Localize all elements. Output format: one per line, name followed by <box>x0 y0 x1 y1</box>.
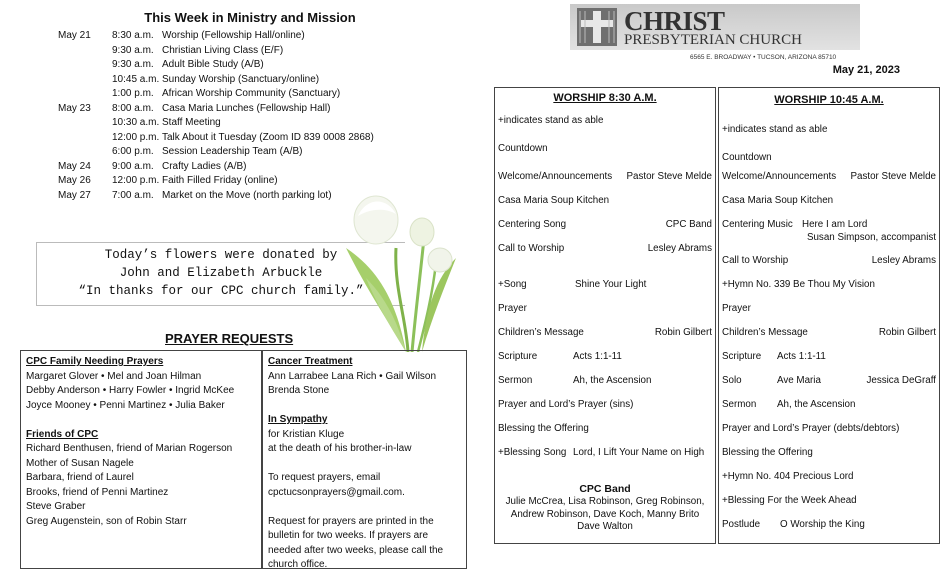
prayer-line: for Kristian Kluge <box>268 428 345 440</box>
prayer-right-box <box>262 350 467 569</box>
schedule-row <box>58 160 488 175</box>
item-leader: Pastor Steve Melde <box>626 171 712 182</box>
band-members: Julie McCrea, Lisa Robinson, Greg Robinson, Andrew Robinson, Dave Koch, Manny Brito Dave Walton <box>505 496 705 532</box>
item-label: Scripture <box>722 351 762 362</box>
item-label: Children’s Message <box>722 327 808 338</box>
accompanist: Susan Simpson, accompanist <box>806 232 936 243</box>
item-detail: Lord, I Lift Your Name on High <box>573 447 705 458</box>
item-label: Prayer and Lord’s Prayer (debts/debtors) <box>722 423 900 434</box>
item-label: Countdown <box>722 152 772 163</box>
worship-830-item <box>498 195 712 206</box>
schedule-time: 7:00 a.m. <box>112 189 154 201</box>
schedule-event: Faith Filled Friday (online) <box>162 175 278 186</box>
prayer-line: Ann Larrabee Lana Rich • Gail Wilson <box>268 370 437 382</box>
worship-830-item <box>498 143 712 154</box>
item-label: Postlude <box>722 519 761 530</box>
worship-830-item <box>498 171 712 182</box>
worship-1045-item <box>722 423 936 434</box>
worship-830-box <box>494 87 716 544</box>
item-label: Prayer and Lord’s Prayer (sins) <box>498 399 634 410</box>
prayer-line: Richard Benthusen, friend of Marian Rogerson <box>26 443 233 454</box>
prayer-line: at the death of his brother-in-law <box>268 443 412 454</box>
worship-1045-item <box>722 152 936 163</box>
prayer-line: Steve Graber <box>26 501 86 512</box>
worship-1045-item <box>722 171 936 182</box>
item-label: Centering Music <box>722 219 793 230</box>
prayer-line: Greg Augenstein, son of Robin Starr <box>26 515 187 527</box>
worship-830-title: WORSHIP 8:30 A.M. <box>553 92 657 104</box>
item-label: +indicates stand as able <box>722 124 828 135</box>
tulip-image <box>336 188 466 352</box>
worship-830-item <box>498 115 712 126</box>
schedule-date: May 27 <box>58 189 91 201</box>
item-label: Prayer <box>498 303 527 314</box>
schedule-time: 6:00 p.m. <box>112 146 154 157</box>
schedule-event: Session Leadership Team (A/B) <box>162 146 303 157</box>
worship-830-item <box>498 243 712 254</box>
schedule-time: 9:30 a.m. <box>112 59 154 70</box>
worship-1045-box <box>718 87 940 544</box>
item-label: Solo <box>722 375 742 386</box>
schedule-row <box>58 116 488 131</box>
item-leader: Pastor Steve Melde <box>850 171 936 182</box>
item-label: Welcome/Announcements <box>722 171 837 182</box>
schedule-time: 8:00 a.m. <box>112 102 154 114</box>
worship-1045-item <box>722 447 936 458</box>
schedule-time: 9:30 a.m. <box>112 44 154 56</box>
worship-830-item <box>498 279 712 290</box>
prayer-email[interactable]: cpctucsonprayers@gmail.com. <box>268 486 405 498</box>
flowers-line: John and Elizabeth Arbuckle <box>119 266 323 280</box>
schedule-time: 12:00 p.m. <box>112 131 160 143</box>
schedule-row <box>58 73 488 88</box>
item-leader: Robin Gilbert <box>654 327 712 338</box>
schedule-time: 10:30 a.m. <box>112 117 160 128</box>
worship-1045-item <box>722 195 936 206</box>
item-label: +Blessing Song <box>498 447 567 458</box>
worship-830-item <box>498 327 712 338</box>
prayer-left-box <box>20 350 262 569</box>
worship-830-item <box>498 303 712 314</box>
worship-1045-item <box>722 303 936 314</box>
item-label: Call to Worship <box>498 243 565 254</box>
schedule-event: Staff Meeting <box>162 117 221 128</box>
schedule-event: Sunday Worship (Sanctuary/online) <box>162 73 320 85</box>
item-detail: Acts 1:1-11 <box>573 351 622 362</box>
cross-icon <box>577 8 617 46</box>
item-label: Prayer <box>722 303 751 314</box>
prayer-line: Debby Anderson • Harry Fowler • Ingrid McKee <box>26 385 235 396</box>
schedule-time: 9:00 a.m. <box>112 160 154 172</box>
item-leader: Robin Gilbert <box>878 327 936 338</box>
schedule-event: Crafty Ladies (A/B) <box>162 160 247 172</box>
schedule-row <box>58 131 488 146</box>
prayer-line: Mother of Susan Nagele <box>26 457 134 469</box>
friends-heading: Friends of CPC <box>26 428 99 440</box>
item-label: Countdown <box>498 143 548 154</box>
item-leader: Jessica DeGraff <box>866 375 936 386</box>
prayer-line: Barbara, friend of Laurel <box>26 472 134 483</box>
flowers-line: Today’s flowers were donated by <box>104 248 338 262</box>
band-title: CPC Band <box>579 483 631 495</box>
worship-830-item <box>498 423 712 434</box>
item-label: +Hymn No. 339 Be Thou My Vision <box>722 279 875 290</box>
item-label: Casa Maria Soup Kitchen <box>722 195 834 206</box>
schedule-row <box>58 87 488 102</box>
worship-1045-item <box>722 327 936 338</box>
item-label: +Hymn No. 404 Precious Lord <box>722 471 854 482</box>
worship-1045-item <box>722 219 936 230</box>
worship-830-item <box>498 447 712 458</box>
item-label: +Blessing For the Week Ahead <box>722 495 857 506</box>
worship-1045-item <box>722 255 936 266</box>
item-label: +Song <box>498 279 527 290</box>
worship-1045-title: WORSHIP 10:45 A.M. <box>774 94 884 106</box>
worship-1045-item <box>722 124 936 135</box>
bulletin-date: May 21, 2023 <box>832 64 900 76</box>
item-detail: Acts 1:1-11 <box>777 351 826 362</box>
item-label: Blessing the Offering <box>722 447 813 458</box>
sympathy-heading: In Sympathy <box>268 414 328 425</box>
schedule-time: 12:00 p.m. <box>112 175 160 186</box>
worship-1045-item <box>722 519 936 530</box>
item-detail: Ave Maria <box>777 375 821 386</box>
logo-subtitle: PRESBYTERIAN CHURCH <box>624 32 802 48</box>
schedule-row <box>58 174 488 189</box>
item-label: +indicates stand as able <box>498 115 604 126</box>
prayer-line: Brenda Stone <box>268 385 330 396</box>
church-address: 6565 E. BROADWAY • TUCSON, ARIZONA 85710 <box>690 54 837 61</box>
prayer-note: Request for prayers are printed in the bulletin for two weeks. If prayers are needed after two weeks, please call the church office. <box>268 515 444 570</box>
prayer-line: To request prayers, email <box>268 472 381 483</box>
schedule-date: May 24 <box>58 160 91 172</box>
item-detail: Ah, the Ascension <box>777 399 856 410</box>
worship-1045-item <box>722 471 936 482</box>
item-leader: Lesley Abrams <box>647 243 712 254</box>
worship-830-item <box>498 375 712 386</box>
worship-1045-item <box>722 375 936 386</box>
item-label: Scripture <box>498 351 538 362</box>
item-detail: Shine Your Light <box>575 279 647 290</box>
week-title: This Week in Ministry and Mission <box>144 10 356 25</box>
schedule-row <box>58 29 488 44</box>
worship-830-item <box>498 219 712 230</box>
schedule-list <box>58 29 488 203</box>
schedule-event: African Worship Community (Sanctuary) <box>162 88 341 99</box>
schedule-row <box>58 145 488 160</box>
prayer-requests-title: PRAYER REQUESTS <box>165 331 294 346</box>
schedule-date: May 21 <box>58 30 91 41</box>
schedule-row <box>58 44 488 59</box>
worship-1045-item <box>722 279 936 290</box>
logo-name: CHRIST <box>624 6 725 36</box>
prayer-line: Margaret Glover • Mel and Joan Hilman <box>26 370 202 382</box>
item-label: Casa Maria Soup Kitchen <box>498 195 610 206</box>
schedule-event: Christian Living Class (E/F) <box>162 44 284 56</box>
schedule-time: 8:30 a.m. <box>112 30 154 41</box>
schedule-time: 10:45 a.m. <box>112 73 160 85</box>
schedule-time: 1:00 p.m. <box>112 88 154 99</box>
item-detail: Here I am Lord <box>802 219 868 230</box>
item-label: Welcome/Announcements <box>498 171 613 182</box>
item-detail: O Worship the King <box>780 519 865 530</box>
item-leader: CPC Band <box>665 219 712 230</box>
item-label: Children’s Message <box>498 327 584 338</box>
worship-1045-item <box>722 399 936 410</box>
schedule-row <box>58 58 488 73</box>
worship-1045-item <box>722 351 936 362</box>
item-label: Centering Song <box>498 219 567 230</box>
prayer-line: Joyce Mooney • Penni Martinez • Julia Baker <box>26 399 225 411</box>
worship-1045-item <box>722 495 936 506</box>
prayer-line: Brooks, friend of Penni Martinez <box>26 486 169 498</box>
schedule-date: May 23 <box>58 102 91 114</box>
schedule-event: Talk About it Tuesday (Zoom ID 839 0008 2868) <box>162 131 374 143</box>
item-label: Call to Worship <box>722 255 789 266</box>
schedule-event: Worship (Fellowship Hall/online) <box>162 30 305 41</box>
schedule-event: Adult Bible Study (A/B) <box>162 59 264 70</box>
cancer-heading: Cancer Treatment <box>268 356 353 367</box>
schedule-date: May 26 <box>58 175 91 186</box>
item-leader: Lesley Abrams <box>871 255 936 266</box>
item-label: Sermon <box>722 399 757 410</box>
worship-830-item <box>498 399 712 410</box>
item-label: Blessing the Offering <box>498 423 589 434</box>
worship-830-item <box>498 351 712 362</box>
schedule-event: Market on the Move (north parking lot) <box>162 189 332 201</box>
item-label: Sermon <box>498 375 533 386</box>
flowers-line: “In thanks for our CPC church family.” <box>78 284 364 298</box>
schedule-row <box>58 102 488 117</box>
item-detail: Ah, the Ascension <box>573 375 652 386</box>
schedule-event: Casa Maria Lunches (Fellowship Hall) <box>162 102 331 114</box>
family-heading: CPC Family Needing Prayers <box>26 356 164 367</box>
